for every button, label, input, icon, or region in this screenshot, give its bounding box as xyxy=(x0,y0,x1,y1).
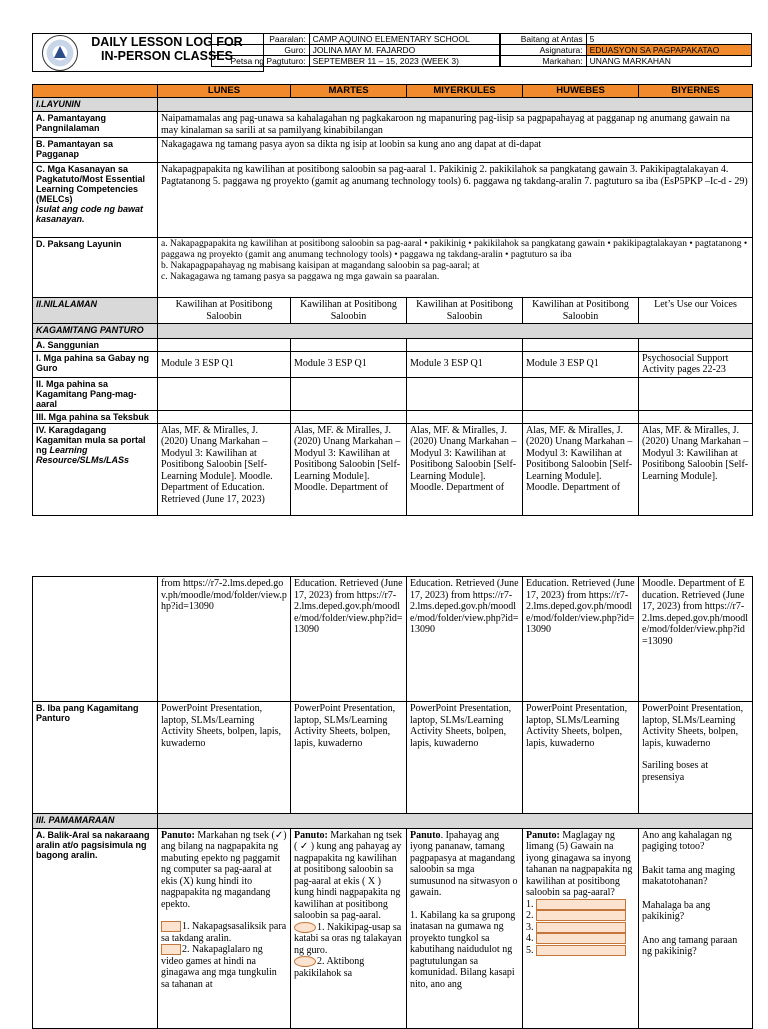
sanggunian-row xyxy=(33,338,753,351)
om-wednesday: PowerPoint Presentation, laptop, SLMs/Learning Activity Sheets, bolpen, lapis, kuwaderno xyxy=(407,702,523,814)
layunin-section: I.LAYUNIN xyxy=(33,97,158,112)
melc-label-cell xyxy=(33,163,158,238)
review-friday xyxy=(639,828,753,1028)
performance-standard-text: Nakagagawa ng tamang pasya ayon sa dikta ng isip at loobin sa kung ano ang dapat at di-dapat xyxy=(158,138,753,163)
kagamitan-section: KAGAMITANG PANTURO xyxy=(33,324,158,339)
corner-cell xyxy=(33,85,158,98)
lesson-log-table xyxy=(32,84,753,516)
lr-cont-tuesday: Education. Retrieved (June 17, 2023) from https://r7-2.lms.deped.gov.ph/moodle/mod/folder/view.php?id=13090 xyxy=(291,577,407,702)
day-tuesday: MARTES xyxy=(291,85,407,98)
tg-wednesday: Module 3 ESP Q1 xyxy=(407,351,523,377)
melc-label: C. Mga Kasanayan sa Pagkatuto/Most Essential Learning Competencies (MELCs) xyxy=(36,164,146,204)
performance-standard-label: B. Pamantayan sa Pagganap xyxy=(33,138,158,163)
nilalaman-section: II.NILALAMAN xyxy=(33,298,158,324)
melc-row xyxy=(33,163,753,238)
subject-value: EDUASYON SA PAGPAPAKATAO xyxy=(586,45,751,56)
review-wednesday xyxy=(407,828,523,1028)
title-line-1: DAILY LESSON LOG FOR xyxy=(91,35,243,49)
objective-c: c. Nakagagawa ng tamang pasya sa paggawa ng mga gawain sa paaralan. xyxy=(161,272,440,282)
nilalaman-friday: Let’s Use our Voices xyxy=(639,298,753,324)
answer-field[interactable] xyxy=(536,933,626,944)
date-label: Petsa ng Pagtuturo: xyxy=(212,56,310,67)
nilalaman-thursday: Kawilihan at Positibong Saloobin xyxy=(523,298,639,324)
sanggunian-label: A. Sanggunian xyxy=(33,338,158,351)
school-info-table xyxy=(211,33,500,67)
fri-question-3: Mahalaga ba ang pakikinig? xyxy=(642,899,711,922)
answer-line-5: 5. xyxy=(526,945,635,957)
tue-instruction: Markahan ng tsek ( ✓ ) kung ang pahayag ay nagpapakita ng kawilihan at positibong saloobin sa pag-aaral at ekis ( X ) kung hindi nagpapakita ng kawilihan at positibong saloobin sa pag-aaral. xyxy=(294,829,403,921)
objective-label: D. Paksang Layunin xyxy=(33,238,158,298)
teacher-guide-row xyxy=(33,351,753,377)
review-thursday xyxy=(523,828,639,1028)
lr-portal-label-italic: Learning Resource/SLMs/LASs xyxy=(36,444,130,465)
wed-instruction: . Ipahayag ang iyong pananaw, tamang pagpapasya at magandang saloobin sa mga sumusunod na sitwasyon o gawain. xyxy=(410,829,518,898)
lr-friday: Alas, MF. & Miralles, J. (2020) Unang Markahan – Modyul 3: Kawilihan at Positibong Saloobin [Self-Learning Module]. xyxy=(639,423,753,515)
teacher-value: JOLINA MAY M. FAJARDO xyxy=(309,45,499,56)
learner-material-row xyxy=(33,377,753,410)
school-value: CAMP AQUINO ELEMENTARY SCHOOL xyxy=(309,34,499,45)
objective-a: a. Nakapagpapakita ng kawilihan at positibong saloobin sa pag-aaral • pakikinig • pakikilahok sa pangkatang gawain • pakikipagtalakayan • pagtatanong • paggawa ng proyekto (gamit ang anumang technology tools) • paggawa ng takdang-aralin • pagtuturo sa iba xyxy=(161,239,748,260)
teacher-guide-label: I. Mga pahina sa Gabay ng Guro xyxy=(33,351,158,377)
tg-tuesday: Module 3 ESP Q1 xyxy=(291,351,407,377)
lr-cont-wednesday: Education. Retrieved (June 17, 2023) from https://r7-2.lms.deped.gov.ph/moodle/mod/folder/view.php?id=13090 xyxy=(407,577,523,702)
answer-line-3: 3. xyxy=(526,922,635,934)
mon-instruction: Markahan ng tsek (✓) ang bilang na nagpapakita ng mabuting epekto ng paggamit ng computer sa pag-aaral at ekis (X) kung hindi ito nagpapakita ng magandang epekto. xyxy=(161,829,287,910)
answer-field[interactable] xyxy=(536,899,626,910)
lr-thursday: Alas, MF. & Miralles, J. (2020) Unang Markahan – Modyul 3: Kawilihan at Positibong Saloobin [Self-Learning Module]. Moodle. Department of xyxy=(523,423,639,515)
quarter-value: UNANG MARKAHAN xyxy=(586,56,751,67)
tue-item-2: 2. Aktibong pakikilahok sa xyxy=(294,956,365,979)
fri-question-1: Ano ang kahalagan ng pagiging totoo? xyxy=(642,829,732,852)
answer-box[interactable] xyxy=(161,921,181,932)
lr-tuesday: Alas, MF. & Miralles, J. (2020) Unang Markahan – Modyul 3: Kawilihan at Positibong Saloobin [Self-Learning Module]. Moodle. Department of xyxy=(291,423,407,515)
om-friday: PowerPoint Presentation, laptop, SLMs/Learning Activity Sheets, bolpen, lapis, kuwaderno xyxy=(642,703,744,749)
lesson-log-table-continued xyxy=(32,576,753,1029)
answer-field[interactable] xyxy=(536,922,626,933)
kagamitan-section-row xyxy=(33,324,753,339)
deped-seal-icon xyxy=(42,35,78,71)
lr-portal-label-cell xyxy=(33,423,158,515)
nilalaman-wednesday: Kawilihan at Positibong Saloobin xyxy=(407,298,523,324)
objective-b: b. Nakapagpapahayag ng mabisang kaisipan at magandang saloobin sa pag-aaral; at xyxy=(161,261,480,271)
tg-thursday: Module 3 ESP Q1 xyxy=(523,351,639,377)
review-monday xyxy=(158,828,291,1028)
lr-portal-label: IV. Karagdagang Kagamitan mula sa portal ng xyxy=(36,424,146,455)
melc-text: Nakapagpapakita ng kawilihan at positibong saloobin sa pag-aaral 1. Pakikinig 2. pakikilahok sa pangkatang gawain 3. Pakikipagtalakayan 4. Pagtatanong 5. paggawa ng proyekto (gamit ag anumang technology tools) 6. paggawa ng takdang-aralin 7. pagtuturo sa iba (EsP5PKP –Ic-d - 29) xyxy=(158,163,753,238)
answer-field[interactable] xyxy=(536,945,626,956)
performance-standard-row xyxy=(33,138,753,163)
lr-portal-row xyxy=(33,423,753,515)
lr-monday: Alas, MF. & Miralles, J. (2020) Unang Markahan – Modyul 3: Kawilihan at Positibong Saloobin [Self-Learning Module]. Moodle. Department of Education. Retrieved (June 17, 2023) xyxy=(158,423,291,515)
grade-value: 5 xyxy=(586,34,751,45)
om-thursday: PowerPoint Presentation, laptop, SLMs/Learning Activity Sheets, bolpen, lapis, kuwaderno xyxy=(523,702,639,814)
grade-label: Baitang at Antas xyxy=(501,34,587,45)
review-row xyxy=(33,828,753,1028)
mon-item-2: 2. Nakapaglalaro ng video games at hindi na ginagawa ang mga tungkulin sa tahanan at xyxy=(161,944,277,990)
review-tuesday xyxy=(291,828,407,1028)
review-label: A. Balik-Aral sa nakaraang aralin at/o pagsisimula ng bagong aralin. xyxy=(33,828,158,1028)
answer-line-1: 1. xyxy=(526,899,635,911)
day-wednesday: MIYERKULES xyxy=(407,85,523,98)
other-materials-label: B. Iba pang Kagamitang Panturo xyxy=(33,702,158,814)
thu-instruction: Maglagay ng limang (5) Gawain na iyong ginagawa sa inyong tahanan na nagpapakita ng kawilihan at positibong saloobin sa pag-aaral? xyxy=(526,829,633,898)
learner-material-label: II. Mga pahina sa Kagamitang Pang-mag-aaral xyxy=(33,377,158,410)
om-monday: PowerPoint Presentation, laptop, SLMs/Learning Activity Sheets, bolpen, lapis, kuwaderno xyxy=(158,702,291,814)
lr-wednesday: Alas, MF. & Miralles, J. (2020) Unang Markahan – Modyul 3: Kawilihan at Positibong Saloobin [Self-Learning Module]. Moodle. Department of xyxy=(407,423,523,515)
textbook-label: III. Mga pahina sa Teksbuk xyxy=(33,410,158,423)
day-monday: LUNES xyxy=(158,85,291,98)
om-friday-cell xyxy=(639,702,753,814)
day-header-row xyxy=(33,85,753,98)
teacher-label: Guro: xyxy=(212,45,310,56)
om-friday-extra: Sariling boses at presensiya xyxy=(642,760,709,783)
textbook-row xyxy=(33,410,753,423)
subject-label: Asignatura: xyxy=(501,45,587,56)
nilalaman-tuesday: Kawilihan at Positibong Saloobin xyxy=(291,298,407,324)
wed-panuto: Panuto xyxy=(410,829,441,841)
tue-panuto: Panuto: xyxy=(294,829,328,841)
lr-cont-thursday: Education. Retrieved (June 17, 2023) from https://r7-2.lms.deped.gov.ph/moodle/mod/folder/view.php?id=13090 xyxy=(523,577,639,702)
answer-box[interactable] xyxy=(161,944,181,955)
day-friday: BIYERNES xyxy=(639,85,753,98)
fri-question-4: Ano ang tamang paraan ng pakikinig? xyxy=(642,934,738,957)
mon-item-1: 1. Nakapagsasaliksik para sa takdang aralin. xyxy=(161,921,287,944)
date-value: SEPTEMBER 11 – 15, 2023 (WEEK 3) xyxy=(309,56,499,67)
tue-item-1: 1. Nakikipag-usap sa katabi sa oras ng talakayan ng guro. xyxy=(294,921,402,956)
thu-answer-list xyxy=(526,899,635,957)
tg-monday: Module 3 ESP Q1 xyxy=(158,351,291,377)
answer-oval[interactable] xyxy=(294,956,316,967)
wed-item-1: 1. Kabilang ka sa grupong inatasan na gumawa ng proyekto tungkol sa kabutihang naidudulot ng pagtutulungan sa komunidad. Bilang kasapi nito, ano ang xyxy=(410,909,516,990)
pamamaraan-section: III. PAMAMARAAN xyxy=(33,814,158,829)
title-line-2: IN-PERSON CLASSES xyxy=(101,49,233,63)
lr-portal-cont-row xyxy=(33,577,753,702)
fri-question-2: Bakit tama ang maging makatotohanan? xyxy=(642,864,736,887)
objective-text xyxy=(158,238,753,298)
answer-line-2: 2. xyxy=(526,910,635,922)
tg-friday: Psychosocial Support Activity pages 22-23 xyxy=(639,351,753,377)
nilalaman-monday: Kawilihan at Positibong Saloobin xyxy=(158,298,291,324)
layunin-section-row xyxy=(33,97,753,112)
answer-field[interactable] xyxy=(536,910,626,921)
melc-note: Isulat ang code ng bawat kasanayan. xyxy=(36,204,144,224)
lr-cont-friday: Moodle. Department of Education. Retrieved (June 17, 2023) from https://r7-2.lms.deped.gov.ph/moodle/mod/folder/view.php?id=13090 xyxy=(639,577,753,702)
content-standard-text: Naipamamalas ang pag-unawa sa kahalagahan ng pagkakaroon ng mapanuring pag-iisip sa pagpapahayag at pagganap ng anumang gawain na may kinalaman sa sarili at sa pamilyang kinabibilangan xyxy=(158,112,753,138)
class-info-table xyxy=(500,33,752,67)
mon-panuto: Panuto: xyxy=(161,829,195,841)
answer-line-4: 4. xyxy=(526,933,635,945)
om-tuesday: PowerPoint Presentation, laptop, SLMs/Learning Activity Sheets, bolpen, lapis, kuwaderno xyxy=(291,702,407,814)
objective-row xyxy=(33,238,753,298)
school-label: Paaralan: xyxy=(212,34,310,45)
content-standard-label: A. Pamantayang Pangnilalaman xyxy=(33,112,158,138)
answer-oval[interactable] xyxy=(294,922,316,933)
thu-panuto: Panuto: xyxy=(526,829,560,841)
content-standard-row xyxy=(33,112,753,138)
day-thursday: HUWEBES xyxy=(523,85,639,98)
quarter-label: Markahan: xyxy=(501,56,587,67)
other-materials-row xyxy=(33,702,753,814)
nilalaman-row xyxy=(33,298,753,324)
lr-cont-monday: from https://r7-2.lms.deped.gov.ph/moodle/mod/folder/view.php?id=13090 xyxy=(158,577,291,702)
pamamaraan-section-row xyxy=(33,814,753,829)
